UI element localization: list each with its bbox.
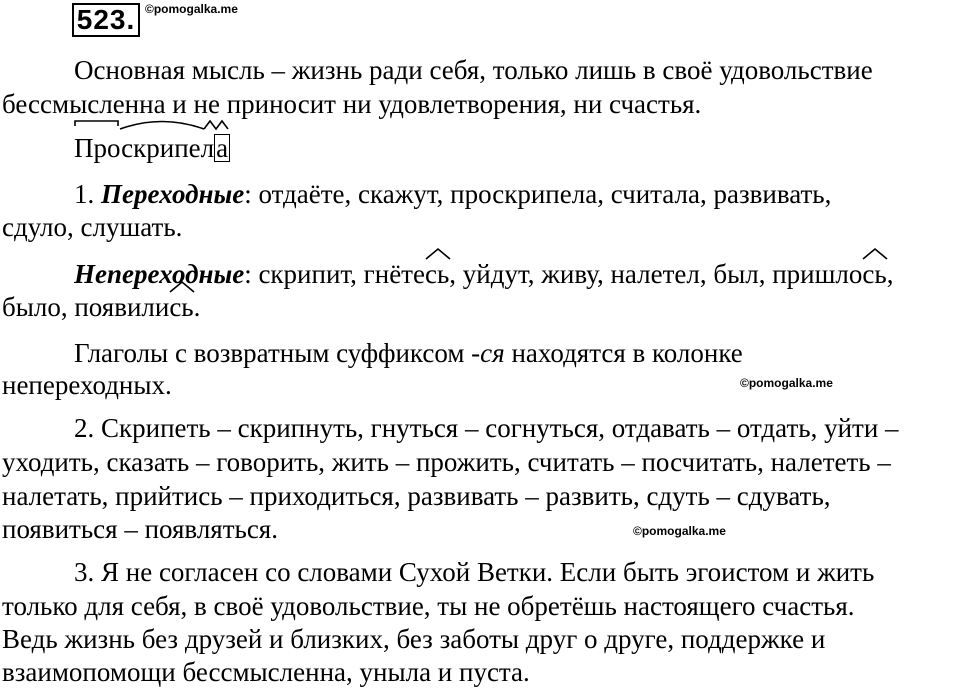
morpheme-word <box>74 132 230 164</box>
suffix-mark-3: сь <box>169 291 193 323</box>
main-idea-line-2: бессмысленна и не приносит ни удовлетворения, ни счастья. <box>2 89 702 119</box>
reflexive-line-2: непереходных. <box>2 370 172 400</box>
main-idea-line-1: Основная мысль – жизнь ради себя, только лишь в своё удовольствие <box>74 55 873 85</box>
point1b-label: Непереходные <box>74 259 245 289</box>
point3-line-4: взаимопомощи бессмысленна, уныла и пуста. <box>2 657 530 687</box>
point1b-line2b: . <box>193 292 201 322</box>
point1b-part1: скрипит, гнёте <box>251 259 425 289</box>
point1b-part2: , уйдут, живу, налетел, был, пришло <box>449 259 863 289</box>
watermark-middle: ©pomogalka.me <box>740 376 833 390</box>
reflexive-text-2: находятся в колонке <box>504 338 743 368</box>
point2-line-4: появиться – появляться. <box>2 514 278 544</box>
reflexive-text-1: Глаголы с возвратным суффиксом <box>74 338 472 368</box>
point1-label: Переходные <box>101 179 245 209</box>
point2-line-2: уходить, сказать – говорить, жить – прожить, считать – посчитать, налететь – <box>2 447 891 477</box>
suffix-caret-icon <box>425 248 451 260</box>
morpheme-ending: а <box>216 133 229 163</box>
point1b-line2a: было, появили <box>2 292 170 322</box>
suffix-caret-icon <box>862 248 888 260</box>
point3-line-1: 3. Я не согласен со словами Сухой Ветки. Если быть эгоистом и жить <box>74 557 875 587</box>
morpheme-prefix: Про <box>74 133 122 163</box>
point1b-part3: , <box>886 259 894 289</box>
morpheme-root: скрип <box>121 133 189 163</box>
point1-number: 1. <box>74 179 101 209</box>
reflexive-suffix: -ся <box>471 338 505 368</box>
suffix-mark-1: сь <box>425 258 449 290</box>
morpheme-suffix-2: л <box>200 133 215 163</box>
point1b-line-1 <box>74 258 893 290</box>
morpheme-marks-icon <box>74 120 244 140</box>
point1-text: отдаёте, скажут, проскрипела, считала, развивать, <box>251 179 832 209</box>
watermark-top: ©pomogalka.me <box>145 2 238 16</box>
suffix-caret-icon <box>169 281 195 293</box>
morpheme-suffix: е <box>188 133 201 163</box>
reflexive-line-1 <box>74 337 743 369</box>
point3-line-3: Ведь жизнь без друзей и близких, без заботы друг о друге, поддержке и <box>2 624 826 654</box>
point2-line-3: налетать, прийтись – приходиться, развивать – развить, сдуть – сдувать, <box>2 481 831 511</box>
point3-line-2: только для себя, в своё удовольствие, ты не обретёшь настоящего счастья. <box>2 591 855 621</box>
point2-line-1: 2. Скрипеть – скрипнуть, гнуться – согнуться, отдавать – отдать, уйти – <box>74 413 899 443</box>
task-number: 523. <box>72 3 140 37</box>
point1b-line-2 <box>2 291 200 323</box>
point1-colon: : <box>244 179 252 209</box>
point1-line-1 <box>74 178 831 210</box>
watermark-bottom: ©pomogalka.me <box>633 524 726 538</box>
point1-line-2: сдуло, слушать. <box>2 212 183 242</box>
morpheme-analysis <box>74 132 230 164</box>
suffix-mark-2: сь <box>862 258 886 290</box>
point1b-colon: : <box>244 259 252 289</box>
